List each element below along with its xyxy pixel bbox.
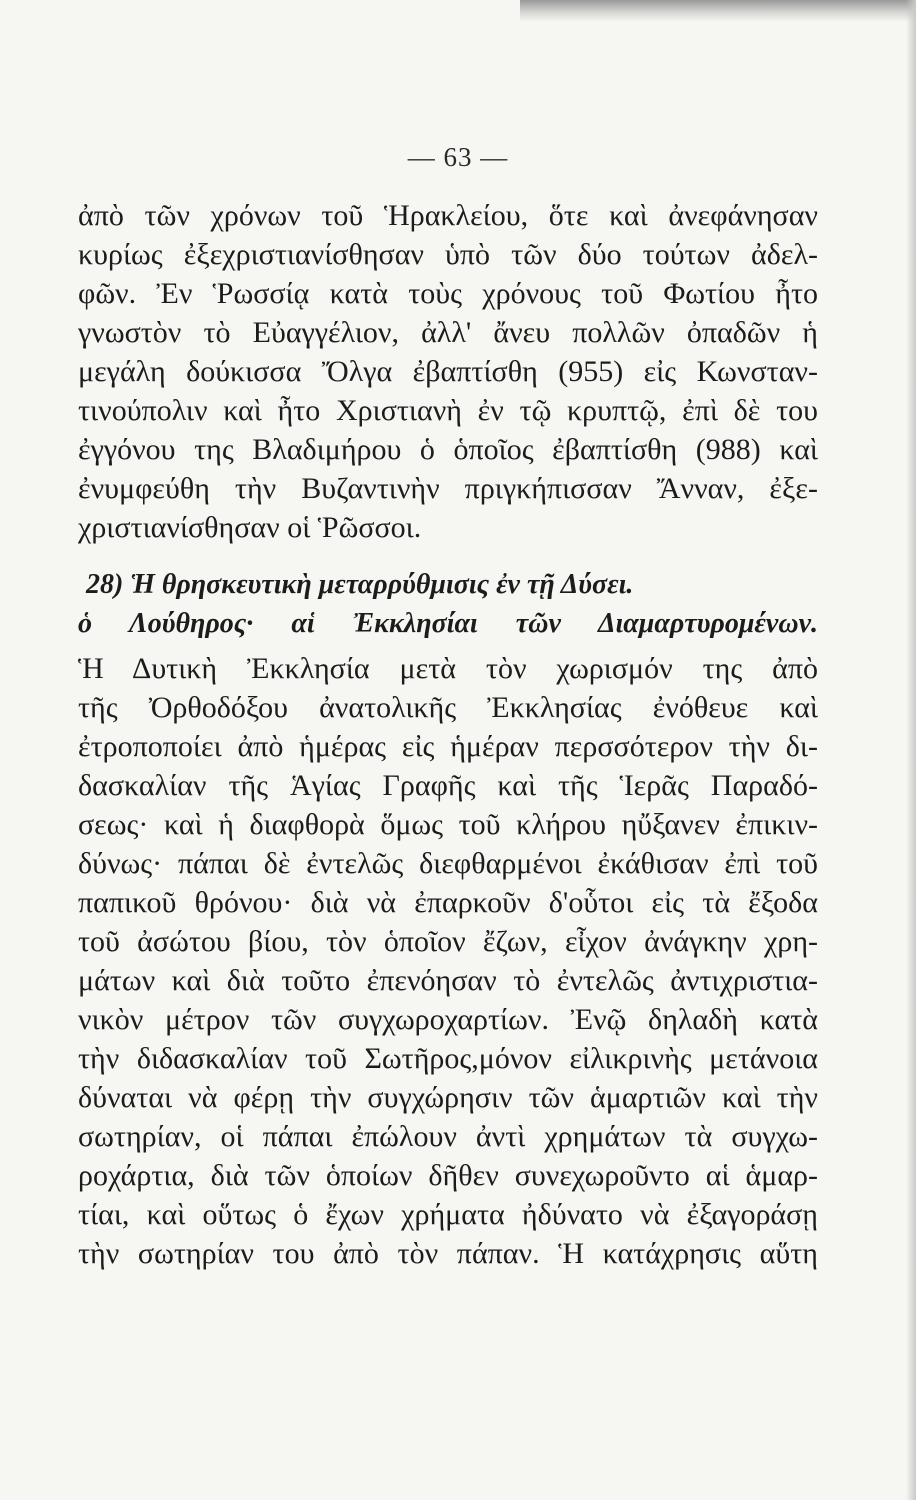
text-line: σωτηρίαν, οἱ πάπαι ἐπώλουν ἀντὶ χρημάτων τὰ συγχω- [78, 1120, 818, 1153]
text-line: τινούπολιν καὶ ἦτο Χριστιανὴ ἐν τῷ κρυπτῷ, ἐπὶ δὲ του [78, 394, 818, 427]
text-line: νικὸν μέτρον τῶν συγχωροχαρτίων. Ἐνῷ δηλαδὴ κατὰ [78, 1003, 818, 1036]
text-line: τῆς Ὀρθοδόξου ἀνατολικῆς Ἐκκλησίας ἐνόθευε καὶ [78, 691, 818, 724]
scan-edge-shadow-right [906, 0, 916, 1500]
text-line: σεως· καὶ ἡ διαφθορὰ ὅμως τοῦ κλήρου ηὔξανεν ἐπικιν- [78, 808, 818, 841]
text-line: μάτων καὶ διὰ τοῦτο ἐπενόησαν τὸ ἐντελῶς ἀντιχριστια- [78, 964, 818, 997]
text-line: ἀπὸ τῶν χρόνων τοῦ Ἡρακλείου, ὅτε καὶ ἀνεφάνησαν [78, 199, 818, 232]
body-text [78, 196, 818, 1273]
text-line: δύναται νὰ φέρῃ τὴν συγχώρησιν τῶν ἁμαρτιῶν καὶ τὴν [78, 1081, 818, 1114]
section-heading [78, 565, 818, 643]
text-line: ἐγγόνου της Βλαδιμήρου ὁ ὁποῖος ἐβαπτίσθη (988) καὶ [78, 433, 818, 466]
text-line: ἐνυμφεύθη τὴν Βυζαντινὴν πριγκήπισσαν Ἄνναν, ἐξε- [78, 472, 818, 505]
page-number: — 63 — [407, 142, 509, 172]
section-heading-line: 28) Ἡ θρησκευτικὴ μεταρρύθμισις ἐν τῇ Δύσει. [86, 569, 634, 600]
section-heading-line: ὁ Λούθηρος· αἱ Ἐκκλησίαι τῶν Διαμαρτυρομένων. [78, 608, 818, 639]
text-line: παπικοῦ θρόνου· διὰ νὰ ἐπαρκοῦν δ'οὗτοι εἰς τὰ ἔξοδα [78, 886, 818, 919]
text-line: τὴν διδασκαλίαν τοῦ Σωτῆρος,μόνον εἰλικρινὴς μετάνοια [78, 1042, 818, 1075]
text-line: ροχάρτια, διὰ τῶν ὁποίων δῆθεν συνεχωροῦντο αἱ ἁμαρ- [78, 1159, 818, 1192]
paragraph-byzantine-missions [78, 196, 818, 547]
text-line: μεγάλη δούκισσα Ὄλγα ἐβαπτίσθη (955) εἰς Κωνσταν- [78, 355, 818, 388]
text-line: δασκαλίαν τῆς Ἁγίας Γραφῆς καὶ τῆς Ἱερᾶς Παραδό- [78, 769, 818, 802]
text-line: τίαι, καὶ οὕτως ὁ ἔχων χρήματα ἠδύνατο νὰ ἐξαγοράσῃ [78, 1198, 818, 1231]
paragraph-western-church [78, 649, 818, 1273]
text-line: γνωστὸν τὸ Εὐαγγέλιον, ἀλλ' ἄνευ πολλῶν ὀπαδῶν ἡ [78, 316, 818, 349]
text-line: κυρίως ἐξεχριστιανίσθησαν ὑπὸ τῶν δύο τούτων ἀδελ- [78, 238, 818, 271]
text-line: φῶν. Ἐν Ῥωσσίᾳ κατὰ τοὺς χρόνους τοῦ Φωτίου ἦτο [78, 277, 818, 310]
text-line: Ἡ Δυτικὴ Ἐκκλησία μετὰ τὸν χωρισμόν της ἀπὸ [78, 652, 818, 685]
scan-edge-shadow-top [520, 0, 916, 22]
text-line: δύνως· πάπαι δὲ ἐντελῶς διεφθαρμένοι ἐκάθισαν ἐπὶ τοῦ [78, 847, 818, 880]
text-line: χριστιανίσθησαν οἱ Ῥῶσσοι. [78, 511, 422, 544]
text-line: τοῦ ἀσώτου βίου, τὸν ὁποῖον ἔζων, εἶχον ἀνάγκην χρη- [78, 925, 818, 958]
text-line: τὴν σωτηρίαν του ἀπὸ τὸν πάπαν. Ἡ κατάχρησις αὕτη [78, 1237, 818, 1270]
text-line: ἐτροποποίει ἀπὸ ἡμέρας εἰς ἡμέραν περσσότερον τὴν δι- [78, 730, 818, 763]
